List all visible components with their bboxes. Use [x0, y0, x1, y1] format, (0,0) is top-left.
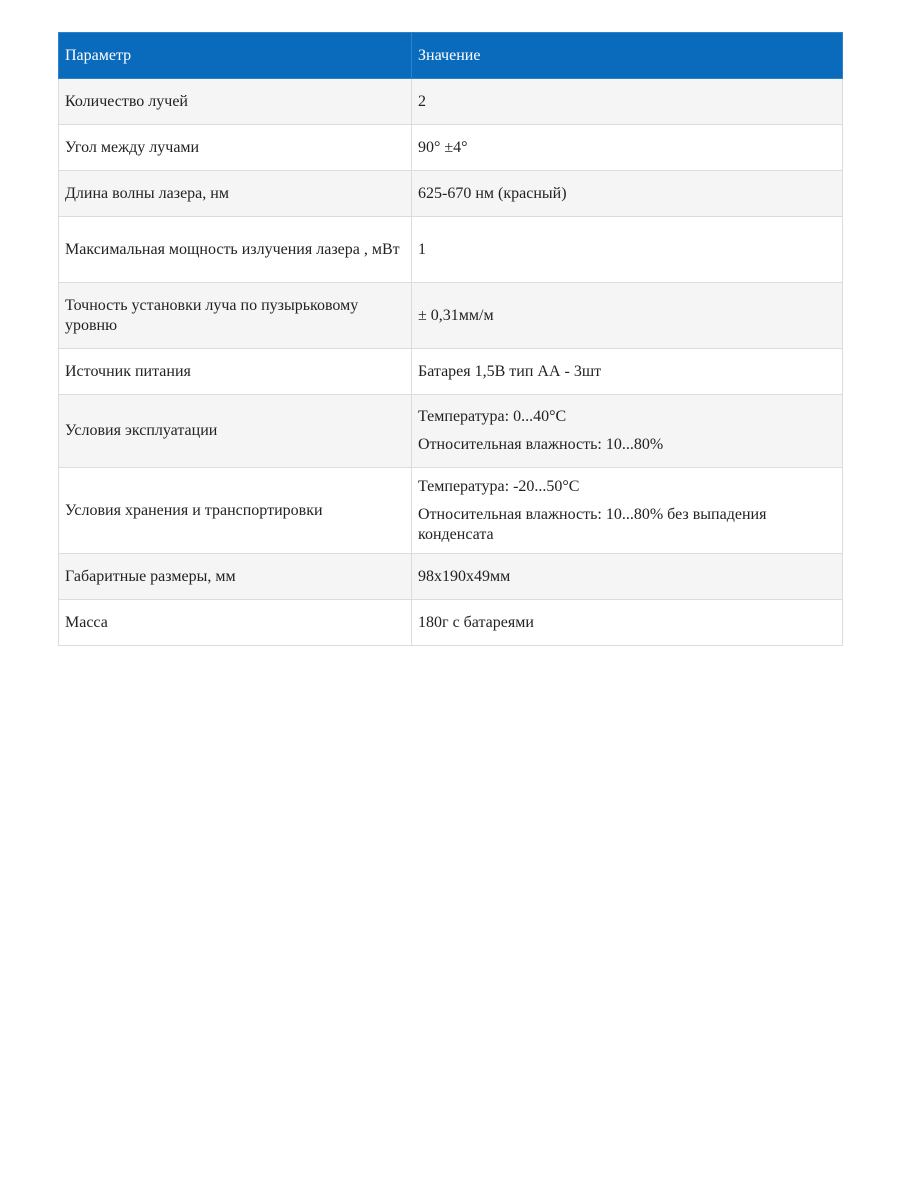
table-row [59, 395, 843, 468]
param-cell: Длина волны лазера, нм [59, 171, 412, 217]
value-line: 90° ±4° [418, 138, 468, 156]
value-cell [412, 283, 843, 349]
value-line: 2 [418, 92, 426, 110]
value-line: 98x190x49мм [418, 567, 511, 585]
value-cell [412, 171, 843, 217]
table-row [59, 283, 843, 349]
table-row [59, 217, 843, 283]
param-cell: Условия хранения и транспортировки [59, 468, 412, 554]
table-row [59, 468, 843, 554]
value-line: 180г с батареями [418, 613, 534, 631]
param-cell: Габаритные размеры, мм [59, 554, 412, 600]
value-line: Батарея 1,5В тип АА - 3шт [418, 362, 602, 380]
table-row [59, 79, 843, 125]
value-line: Относительная влажность: 10...80% без выпадения конденсата [418, 505, 767, 543]
value-cell [412, 79, 843, 125]
param-cell: Источник питания [59, 349, 412, 395]
value-line: Относительная влажность: 10...80% [418, 436, 664, 453]
table-row [59, 349, 843, 395]
table-row [59, 125, 843, 171]
value-cell [412, 349, 843, 395]
table-row [59, 171, 843, 217]
table-row [59, 554, 843, 600]
value-line: Температура: -20...50°С [418, 477, 580, 495]
param-cell: Точность установки луча по пузырьковому уровню [59, 283, 412, 349]
value-line: ± 0,31мм/м [418, 306, 494, 324]
column-header-value: Значение [412, 33, 843, 79]
table-header-row [59, 33, 843, 79]
value-cell [412, 395, 843, 468]
table-body [59, 79, 843, 646]
table-row [59, 600, 843, 646]
param-cell: Количество лучей [59, 79, 412, 125]
param-cell: Условия эксплуатации [59, 395, 412, 468]
value-cell [412, 217, 843, 283]
column-header-param: Параметр [59, 33, 412, 79]
value-line: 625-670 нм (красный) [418, 184, 567, 202]
value-line: 1 [418, 240, 426, 258]
value-cell [412, 125, 843, 171]
value-cell [412, 554, 843, 600]
value-cell [412, 468, 843, 554]
value-line: Температура: 0...40°С [418, 408, 567, 425]
spec-table [58, 32, 843, 646]
param-cell: Максимальная мощность излучения лазера , мВт [59, 217, 412, 283]
value-cell [412, 600, 843, 646]
param-cell: Угол между лучами [59, 125, 412, 171]
table-header [59, 33, 843, 79]
param-cell: Масса [59, 600, 412, 646]
